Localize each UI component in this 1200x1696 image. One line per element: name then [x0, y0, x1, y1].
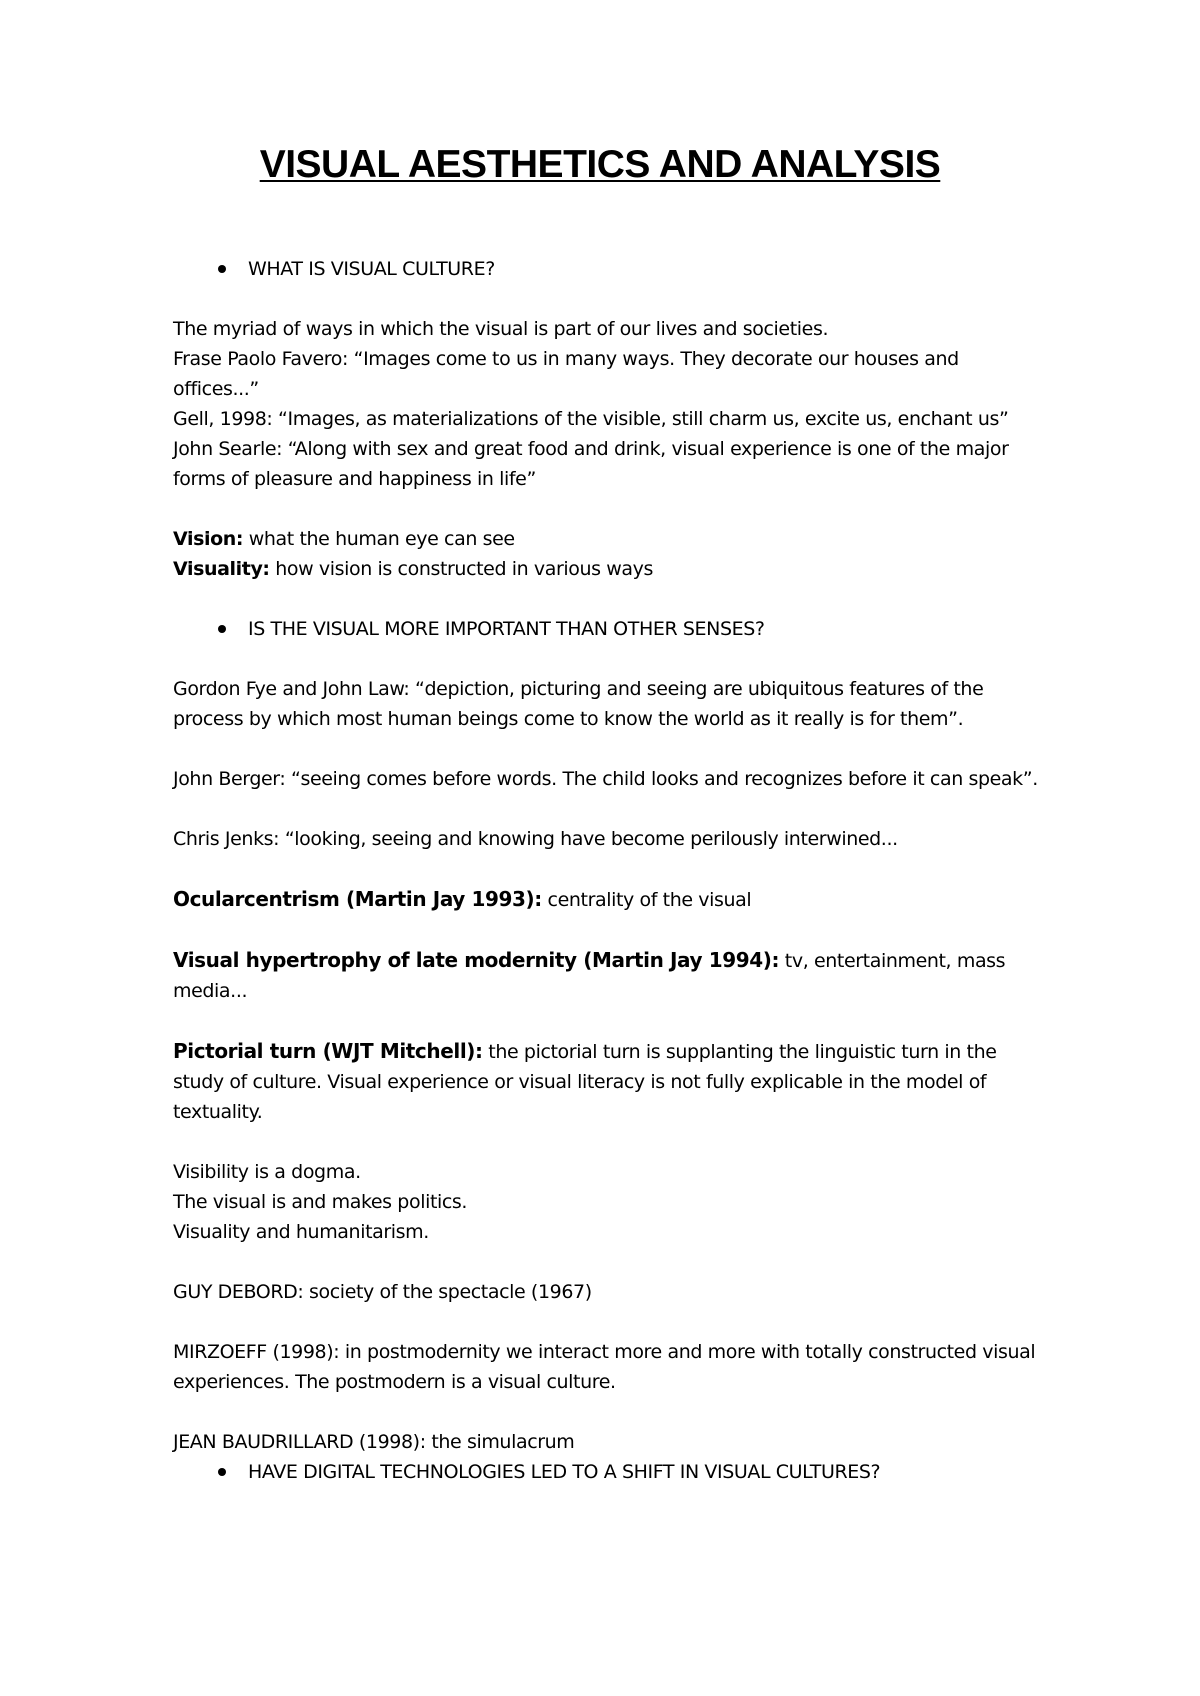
- term-definition: the pictorial turn is supplanting the linguistic turn in the study of culture. Visual experience or visual literacy is not fully explicable in the model of textuality.: [173, 1041, 997, 1123]
- definition-pictorial-turn: [173, 1036, 1043, 1127]
- spacer: [173, 734, 1043, 764]
- spacer: [173, 1127, 1043, 1157]
- line-debord: GUY DEBORD: society of the spectacle (1967): [173, 1281, 592, 1303]
- bullet-text: WHAT IS VISUAL CULTURE?: [248, 258, 495, 280]
- line-baudrillard: JEAN BAUDRILLARD (1998): the simulacrum: [173, 1431, 575, 1453]
- quote-favero: Frase Paolo Favero: “Images come to us in many ways. They decorate our houses and offices...”: [173, 348, 959, 400]
- quote-searle: John Searle: “Along with sex and great food and drink, visual experience is one of the major forms of pleasure and happiness in life”: [173, 438, 1009, 490]
- spacer: [173, 1307, 1043, 1337]
- spacer: [173, 284, 1043, 314]
- spacer: [173, 1397, 1043, 1427]
- bullet-item: [173, 614, 1043, 644]
- line-humanitarism: Visuality and humanitarism.: [173, 1221, 429, 1243]
- term-label: Visuality:: [173, 558, 270, 580]
- quote-jenks: Chris Jenks: “looking, seeing and knowing have become perilously interwined...: [173, 828, 898, 850]
- spacer: [173, 644, 1043, 674]
- quote-gell: Gell, 1998: “Images, as materializations of the visible, still charm us, excite us, enchant us”: [173, 408, 1009, 430]
- paragraph-mirzoeff: MIRZOEFF (1998): in postmodernity we interact more and more with totally constructed visual experiences. The postmodern is a visual culture.: [173, 1341, 1036, 1393]
- spacer: [173, 1247, 1043, 1277]
- term-definition: centrality of the visual: [541, 889, 752, 911]
- quote-berger: John Berger: “seeing comes before words. The child looks and recognizes before it can speak”.: [173, 768, 1038, 790]
- term-definition: what the human eye can see: [243, 528, 515, 550]
- term-label: Pictorial turn (WJT Mitchell):: [173, 1039, 483, 1063]
- bullet-item: [173, 254, 1043, 284]
- bullet-icon: [218, 265, 226, 273]
- term-definition: how vision is constructed in various ways: [269, 558, 654, 580]
- paragraph-intro: The myriad of ways in which the visual is part of our lives and societies.: [173, 318, 829, 340]
- term-definition: tv, entertainment, mass media...: [173, 950, 1006, 1002]
- definition-vision: [173, 524, 1043, 554]
- definition-ocularcentrism: [173, 884, 1043, 915]
- spacer: [173, 584, 1043, 614]
- bullet-icon: [218, 625, 226, 633]
- definition-visuality: [173, 554, 1043, 584]
- spacer: [173, 794, 1043, 824]
- document-body: [173, 254, 1043, 1487]
- spacer: [173, 915, 1043, 945]
- quote-fye-law: Gordon Fye and John Law: “depiction, picturing and seeing are ubiquitous features of the process by which most human beings come to know the world as it really is for them”.: [173, 678, 984, 730]
- term-label: Visual hypertrophy of late modernity (Martin Jay 1994):: [173, 948, 780, 972]
- line-dogma: Visibility is a dogma.: [173, 1161, 361, 1183]
- bullet-item: [173, 1457, 1043, 1487]
- bullet-text: HAVE DIGITAL TECHNOLOGIES LED TO A SHIFT IN VISUAL CULTURES?: [248, 1461, 881, 1483]
- term-label: Ocularcentrism (Martin Jay 1993):: [173, 887, 542, 911]
- definition-hypertrophy: [173, 945, 1043, 1006]
- spacer: [173, 1006, 1043, 1036]
- spacer: [173, 854, 1043, 884]
- term-label: Vision:: [173, 528, 244, 550]
- document-title: VISUAL AESTHETICS AND ANALYSIS: [259, 143, 941, 186]
- spacer: [173, 494, 1043, 524]
- bullet-icon: [218, 1468, 226, 1476]
- bullet-text: IS THE VISUAL MORE IMPORTANT THAN OTHER SENSES?: [248, 618, 765, 640]
- line-politics: The visual is and makes politics.: [173, 1191, 468, 1213]
